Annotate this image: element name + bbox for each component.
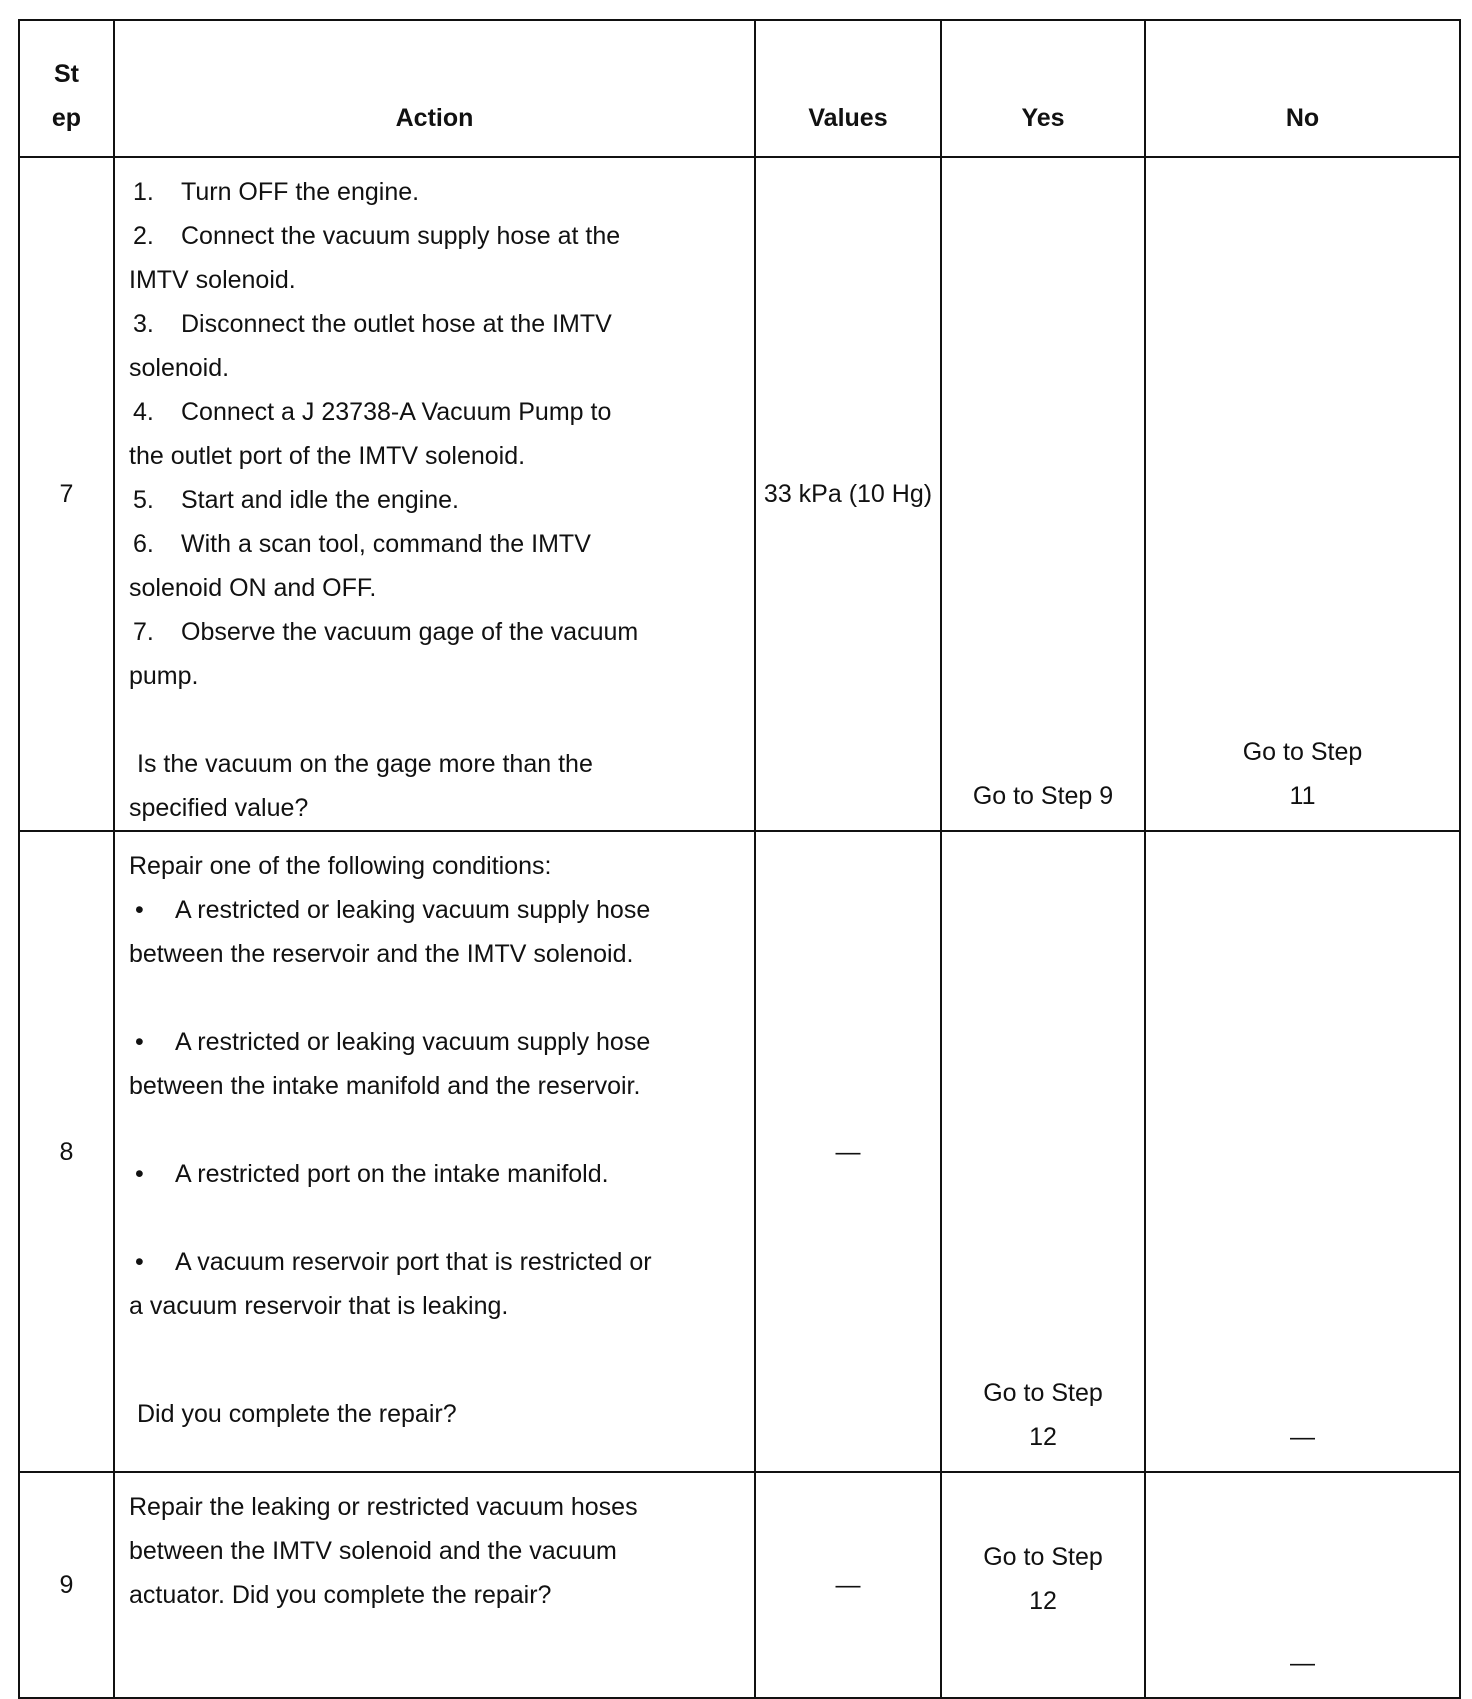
list-item: 3. Disconnect the outlet hose at the IMTV bbox=[133, 310, 612, 338]
list-item-continuation: between the intake manifold and the reservoir. bbox=[129, 1072, 641, 1100]
list-item-continuation: between the reservoir and the IMTV solenoid. bbox=[129, 940, 634, 968]
value-cell: — bbox=[755, 1472, 941, 1698]
intro-text: Repair one of the following conditions: bbox=[129, 852, 552, 880]
header-step: St ep bbox=[19, 20, 114, 157]
header-yes: Yes bbox=[941, 20, 1145, 157]
no-cell: — bbox=[1145, 1472, 1460, 1698]
action-cell bbox=[114, 831, 755, 1472]
list-item: 6. With a scan tool, command the IMTV bbox=[133, 530, 591, 558]
conditions-list bbox=[129, 888, 744, 1328]
step-number: 9 bbox=[19, 1472, 114, 1698]
yes-cell: Go to Step 12 bbox=[941, 831, 1145, 1472]
value-cell: 33 kPa (10 Hg) bbox=[755, 157, 941, 831]
action-cell bbox=[114, 157, 755, 831]
question-text: Is the vacuum on the gage more than the specified value? bbox=[129, 750, 593, 822]
list-item: • A restricted port on the intake manifold. bbox=[129, 1152, 744, 1196]
list-item: 2. Connect the vacuum supply hose at the bbox=[133, 222, 621, 250]
list-item-continuation: solenoid ON and OFF. bbox=[129, 574, 377, 602]
numbered-steps-list bbox=[129, 170, 744, 698]
value-cell: — bbox=[755, 831, 941, 1472]
no-cell: Go to Step 11 bbox=[1145, 157, 1460, 831]
list-item: • A restricted or leaking vacuum supply hose bbox=[129, 1020, 744, 1064]
list-item: 4. Connect a J 23738-A Vacuum Pump to bbox=[133, 398, 612, 426]
bullet-icon: • bbox=[135, 1248, 144, 1276]
list-item: 1. Turn OFF the engine. bbox=[133, 178, 420, 206]
header-values: Values bbox=[755, 20, 941, 157]
header-row bbox=[19, 20, 1460, 157]
bullet-icon: • bbox=[135, 1160, 144, 1188]
table-row-step-7 bbox=[19, 157, 1460, 831]
yes-cell: Go to Step 12 bbox=[941, 1472, 1145, 1698]
diagnostic-table bbox=[18, 19, 1461, 1699]
list-item: 7. Observe the vacuum gage of the vacuum bbox=[133, 618, 639, 646]
list-item: 5. Start and idle the engine. bbox=[133, 486, 459, 514]
list-item-continuation: solenoid. bbox=[129, 354, 230, 382]
bullet-icon: • bbox=[135, 1028, 144, 1056]
header-action: Action bbox=[114, 20, 755, 157]
list-item-continuation: pump. bbox=[129, 662, 199, 690]
no-cell: — bbox=[1145, 831, 1460, 1472]
list-item-continuation: a vacuum reservoir that is leaking. bbox=[129, 1292, 509, 1320]
list-item-continuation: the outlet port of the IMTV solenoid. bbox=[129, 442, 526, 470]
table-row-step-9 bbox=[19, 1472, 1460, 1698]
bullet-icon: • bbox=[135, 896, 144, 924]
list-item: • A vacuum reservoir port that is restricted or bbox=[129, 1240, 744, 1284]
step-number: 8 bbox=[19, 831, 114, 1472]
header-no: No bbox=[1145, 20, 1460, 157]
step-number: 7 bbox=[19, 157, 114, 831]
list-item-continuation: IMTV solenoid. bbox=[129, 266, 296, 294]
question-text: Did you complete the repair? bbox=[137, 1400, 457, 1428]
action-cell: Repair the leaking or restricted vacuum hoses between the IMTV solenoid and the vacuum actuator. Did you complete the repair? bbox=[114, 1472, 755, 1698]
yes-cell: Go to Step 9 bbox=[941, 157, 1145, 831]
table-row-step-8 bbox=[19, 831, 1460, 1472]
list-item: • A restricted or leaking vacuum supply hose bbox=[129, 888, 744, 932]
